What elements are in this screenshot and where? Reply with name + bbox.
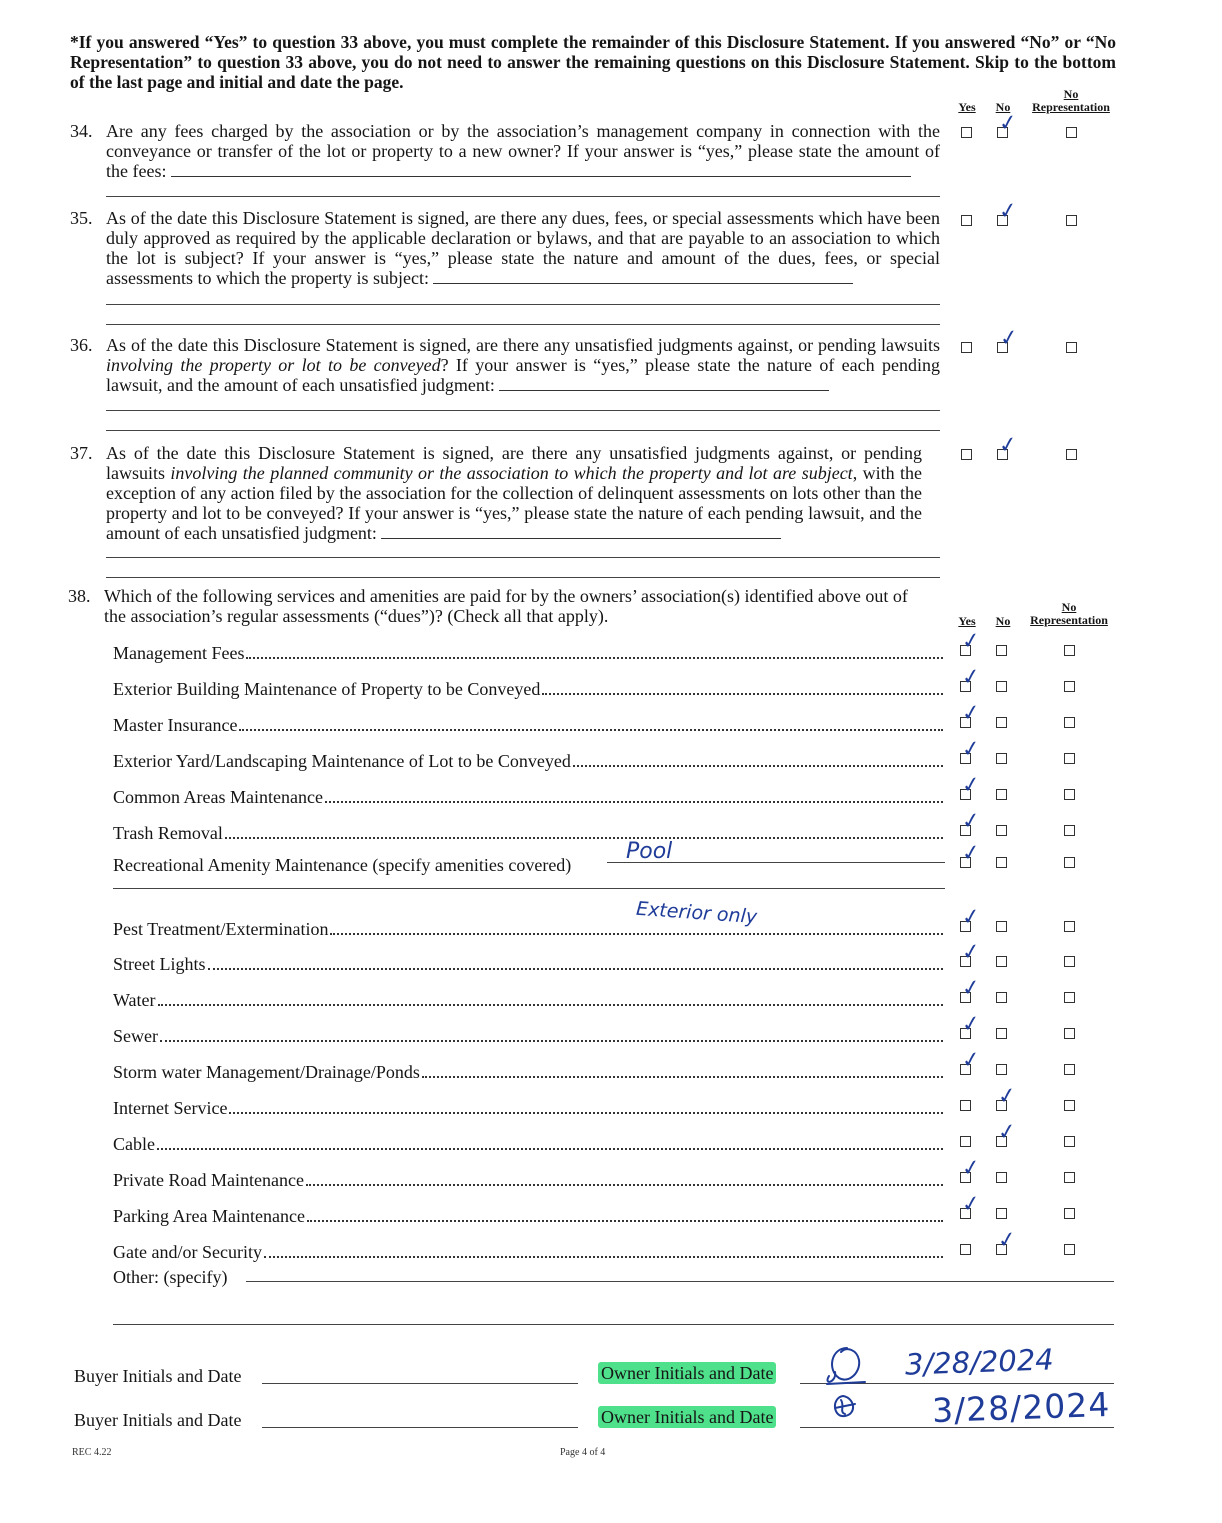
other-specify-line[interactable]: [246, 1281, 1114, 1282]
service-row: [113, 1058, 943, 1082]
service-row: [113, 986, 943, 1010]
service-row: [113, 747, 943, 771]
service-row: [113, 711, 943, 735]
buyer-initials-label-1: Buyer Initials and Date: [74, 1366, 242, 1386]
service-norep-checkbox[interactable]: [1064, 789, 1075, 800]
other-specify-line-2[interactable]: [113, 1324, 1114, 1325]
service-label: Common Areas Maintenance: [113, 787, 323, 807]
service-label: Gate and/or Security: [113, 1242, 262, 1262]
service-norep-checkbox[interactable]: [1064, 1064, 1075, 1075]
service-norep-checkbox[interactable]: [1064, 857, 1075, 868]
service-label: Management Fees: [113, 643, 245, 663]
dot-leader: [239, 729, 943, 731]
dot-leader: [330, 933, 943, 935]
col-header-no: No: [995, 100, 1011, 114]
q37-question-part2: , with the exception of any action filed by the association for the collection of delinquent assessments on lots other than the property and lot to be conveyed? If your answer is “yes,” please state the nature of each pending lawsuit, and the amount of each unsatisfied judgment:: [106, 463, 922, 543]
service-yes-checkmark-icon: ✓: [960, 771, 983, 800]
dot-leader: [306, 1184, 943, 1186]
service-row: [113, 1022, 943, 1046]
q35-no-checkmark-icon: ✓: [997, 197, 1020, 226]
col-header-yes: Yes: [958, 100, 976, 114]
service-yes-checkmark-icon: ✓: [960, 807, 983, 836]
owner-date-1: 3/28/2024: [904, 1342, 1055, 1382]
service-norep-checkbox[interactable]: [1064, 753, 1075, 764]
q34-answer-line-2[interactable]: [106, 196, 940, 197]
service-norep-checkbox[interactable]: [1064, 681, 1075, 692]
service-norep-checkbox[interactable]: [1064, 1244, 1075, 1255]
q36-answer-line-2[interactable]: [106, 410, 940, 411]
service-yes-checkmark-icon: ✓: [960, 735, 983, 764]
other-specify-label: Other: (specify): [113, 1267, 228, 1287]
service-no-checkbox[interactable]: [996, 956, 1007, 967]
service-yes-checkbox[interactable]: [960, 1100, 971, 1111]
service-label: Exterior Building Maintenance of Property to be Conveyed: [113, 679, 541, 699]
service-yes-checkbox[interactable]: [960, 1136, 971, 1147]
col-header-no-representation: No Representation: [1032, 87, 1110, 114]
q37-text: [106, 443, 922, 543]
q35-answer-line[interactable]: [433, 269, 853, 284]
service-yes-checkmark-icon: ✓: [960, 699, 983, 728]
dot-leader: [158, 1004, 943, 1006]
service-no-checkmark-icon: ✓: [996, 1118, 1019, 1147]
q37-no-checkmark-icon: ✓: [997, 431, 1020, 460]
q36-number: 36.: [70, 335, 93, 355]
buyer-initials-line-2[interactable]: [262, 1427, 578, 1428]
service-yes-checkmark-icon: ✓: [960, 1190, 983, 1219]
owner-initials-signature-icon: [815, 1336, 885, 1436]
dot-leader: [422, 1076, 943, 1078]
q38-col-header-no: No: [995, 614, 1011, 628]
q34-answer-line[interactable]: [171, 162, 911, 177]
service-label: Master Insurance: [113, 715, 238, 735]
amenities-specify-line[interactable]: [607, 862, 945, 863]
service-norep-checkbox[interactable]: [1064, 992, 1075, 1003]
owner-initials-label-1-text: Owner Initials and Date: [598, 1362, 776, 1384]
q34-number: 34.: [70, 121, 93, 141]
q37-question-part1: As of the date this Disclosure Statement is signed, are there any unsatisfied judgments against, or pending lawsuits: [106, 443, 922, 483]
q37-answer-line-3[interactable]: [106, 577, 940, 578]
q35-answer-line-2[interactable]: [106, 304, 940, 305]
pool-handwritten-note: Pool: [626, 839, 673, 864]
service-no-checkmark-icon: ✓: [996, 1226, 1019, 1255]
service-yes-checkmark-icon: ✓: [960, 938, 983, 967]
q36-yes-checkbox[interactable]: [961, 342, 972, 353]
q38-col-header-no-representation: No Representation: [1030, 600, 1108, 627]
service-no-checkbox[interactable]: [996, 1028, 1007, 1039]
service-norep-checkbox[interactable]: [1064, 921, 1075, 932]
dot-leader: [264, 1256, 943, 1258]
dot-leader: [160, 1040, 943, 1042]
q37-number: 37.: [70, 443, 93, 463]
q34-norep-checkbox[interactable]: [1066, 127, 1077, 138]
service-row: [113, 950, 943, 974]
q34-question: Are any fees charged by the association or by the association’s management company in connection with the conveyance or transfer of the lot or property to a new owner? If your answer is “yes,” please state the amount of the fees:: [106, 121, 940, 181]
service-norep-checkbox[interactable]: [1064, 1172, 1075, 1183]
service-row: [113, 915, 943, 939]
service-row: [113, 1166, 943, 1190]
q34-no-checkmark-icon: ✓: [997, 109, 1020, 138]
dot-leader: [246, 657, 943, 659]
service-row: [113, 783, 943, 807]
service-label: Exterior Yard/Landscaping Maintenance of Lot to be Conveyed: [113, 751, 571, 771]
service-row: [113, 1238, 943, 1262]
q37-answer-line-2[interactable]: [106, 557, 940, 558]
q36-no-checkmark-icon: ✓: [998, 324, 1021, 353]
service-label: Parking Area Maintenance: [113, 1206, 305, 1226]
service-row: [113, 675, 943, 699]
service-no-checkbox[interactable]: [996, 1172, 1007, 1183]
service-no-checkbox[interactable]: [996, 681, 1007, 692]
service-yes-checkmark-icon: ✓: [960, 839, 983, 868]
service-no-checkbox[interactable]: [996, 992, 1007, 1003]
service-norep-checkbox[interactable]: [1064, 1136, 1075, 1147]
pest-handwritten-note: Exterior only: [635, 897, 758, 929]
q36-norep-checkbox[interactable]: [1066, 342, 1077, 353]
q34-yes-checkbox[interactable]: [961, 127, 972, 138]
intro-instructions: *If you answered “Yes” to question 33 above, you must complete the remainder of this Disclosure Statement. If you answered “No” or “No Representation” to question 33 above, you do not need to answer the remaining questions on this Disclosure Statement. Skip to the bottom of the last page and initial and date the page.: [70, 32, 1116, 92]
dot-leader: [157, 1148, 943, 1150]
amenities-specify-line-2[interactable]: [113, 888, 945, 889]
q35-question: As of the date this Disclosure Statement is signed, are there any dues, fees, or special assessments which have been duly approved as required by the applicable declaration or bylaws, and that are payable to an association to which the lot is subject? If your answer is “yes,” please state the nature and amount of the dues, fees, or special assessments to which the property is subject:: [106, 208, 940, 288]
service-label: Trash Removal: [113, 823, 223, 843]
dot-leader: [542, 693, 943, 695]
service-norep-checkbox[interactable]: [1064, 1208, 1075, 1219]
footer-page-number: Page 4 of 4: [560, 1447, 606, 1458]
service-yes-checkbox[interactable]: [960, 1244, 971, 1255]
q36-question-part2: ? If your answer is “yes,” please state the nature of each pending lawsuit, and the amount of each unsatisfied judgment:: [106, 355, 940, 395]
service-label: Private Road Maintenance: [113, 1170, 304, 1190]
q37-answer-line[interactable]: [381, 524, 781, 539]
service-norep-checkbox[interactable]: [1064, 717, 1075, 728]
service-row: [113, 851, 603, 875]
service-no-checkbox[interactable]: [996, 857, 1007, 868]
service-yes-checkmark-icon: ✓: [960, 1154, 983, 1183]
service-norep-checkbox[interactable]: [1064, 825, 1075, 836]
owner-date-2: 3/28/2024: [931, 1384, 1111, 1431]
service-yes-checkmark-icon: ✓: [960, 903, 983, 932]
q35-yes-checkbox[interactable]: [961, 215, 972, 226]
service-norep-checkbox[interactable]: [1064, 1100, 1075, 1111]
service-no-checkbox[interactable]: [996, 1208, 1007, 1219]
q36-answer-line[interactable]: [499, 376, 829, 391]
service-row: [113, 1202, 943, 1226]
service-label: Sewer: [113, 1026, 158, 1046]
service-label: Street Lights: [113, 954, 206, 974]
owner-initials-label-2: [598, 1407, 776, 1427]
service-no-checkbox[interactable]: [996, 825, 1007, 836]
service-row: [113, 639, 943, 663]
dot-leader: [229, 1112, 943, 1114]
service-no-checkbox[interactable]: [996, 921, 1007, 932]
service-no-checkbox[interactable]: [996, 645, 1007, 656]
buyer-initials-line-1[interactable]: [262, 1383, 578, 1384]
q36-answer-line-3[interactable]: [106, 430, 940, 431]
service-yes-checkmark-icon: ✓: [960, 627, 983, 656]
service-no-checkbox[interactable]: [996, 789, 1007, 800]
service-label: Storm water Management/Drainage/Ponds: [113, 1062, 420, 1082]
dot-leader: [208, 968, 944, 970]
dot-leader: [325, 801, 943, 803]
service-label: Recreational Amenity Maintenance (specify amenities covered): [113, 855, 572, 875]
q34-text: [106, 121, 940, 181]
service-label: Pest Treatment/Extermination: [113, 919, 329, 939]
q35-text: [106, 208, 940, 288]
q35-norep-checkbox[interactable]: [1066, 215, 1077, 226]
q37-question-emphasis: involving the planned community or the association to which the property and lot are subject: [170, 463, 853, 483]
service-yes-checkmark-icon: ✓: [960, 663, 983, 692]
q37-yes-checkbox[interactable]: [961, 449, 972, 460]
service-row: [113, 1130, 943, 1154]
q38-text: Which of the following services and amenities are paid for by the owners’ association(s) identified above out of the association’s regular assessments (“dues”)? (Check all that apply).: [104, 586, 908, 626]
q37-norep-checkbox[interactable]: [1066, 449, 1077, 460]
dot-leader: [573, 765, 943, 767]
q35-number: 35.: [70, 208, 93, 228]
service-no-checkmark-icon: ✓: [996, 1082, 1019, 1111]
q38-col-header-yes: Yes: [958, 614, 976, 628]
service-norep-checkbox[interactable]: [1064, 645, 1075, 656]
q36-question-part1: As of the date this Disclosure Statement is signed, are there any unsatisfied judgments against, or pending lawsuits: [106, 335, 940, 355]
q36-question-emphasis: involving the property or lot to be conveyed: [106, 355, 441, 375]
service-norep-checkbox[interactable]: [1064, 1028, 1075, 1039]
q35-answer-line-3[interactable]: [106, 324, 940, 325]
q38-number: 38.: [68, 586, 91, 606]
q36-text: [106, 335, 940, 395]
buyer-initials-label-2: Buyer Initials and Date: [74, 1410, 242, 1430]
service-yes-checkmark-icon: ✓: [960, 974, 983, 1003]
service-row: [113, 819, 943, 843]
service-norep-checkbox[interactable]: [1064, 956, 1075, 967]
footer-form-id: REC 4.22: [72, 1447, 112, 1458]
dot-leader: [307, 1220, 943, 1222]
service-row: [113, 1094, 943, 1118]
service-no-checkbox[interactable]: [996, 753, 1007, 764]
dot-leader: [225, 837, 943, 839]
service-no-checkbox[interactable]: [996, 1064, 1007, 1075]
service-label: Cable: [113, 1134, 155, 1154]
owner-initials-label-2-text: Owner Initials and Date: [598, 1406, 776, 1428]
owner-initials-label-1: [598, 1363, 776, 1383]
service-no-checkbox[interactable]: [996, 717, 1007, 728]
service-label: Water: [113, 990, 156, 1010]
service-label: Internet Service: [113, 1098, 228, 1118]
service-yes-checkmark-icon: ✓: [960, 1046, 983, 1075]
service-yes-checkmark-icon: ✓: [960, 1010, 983, 1039]
